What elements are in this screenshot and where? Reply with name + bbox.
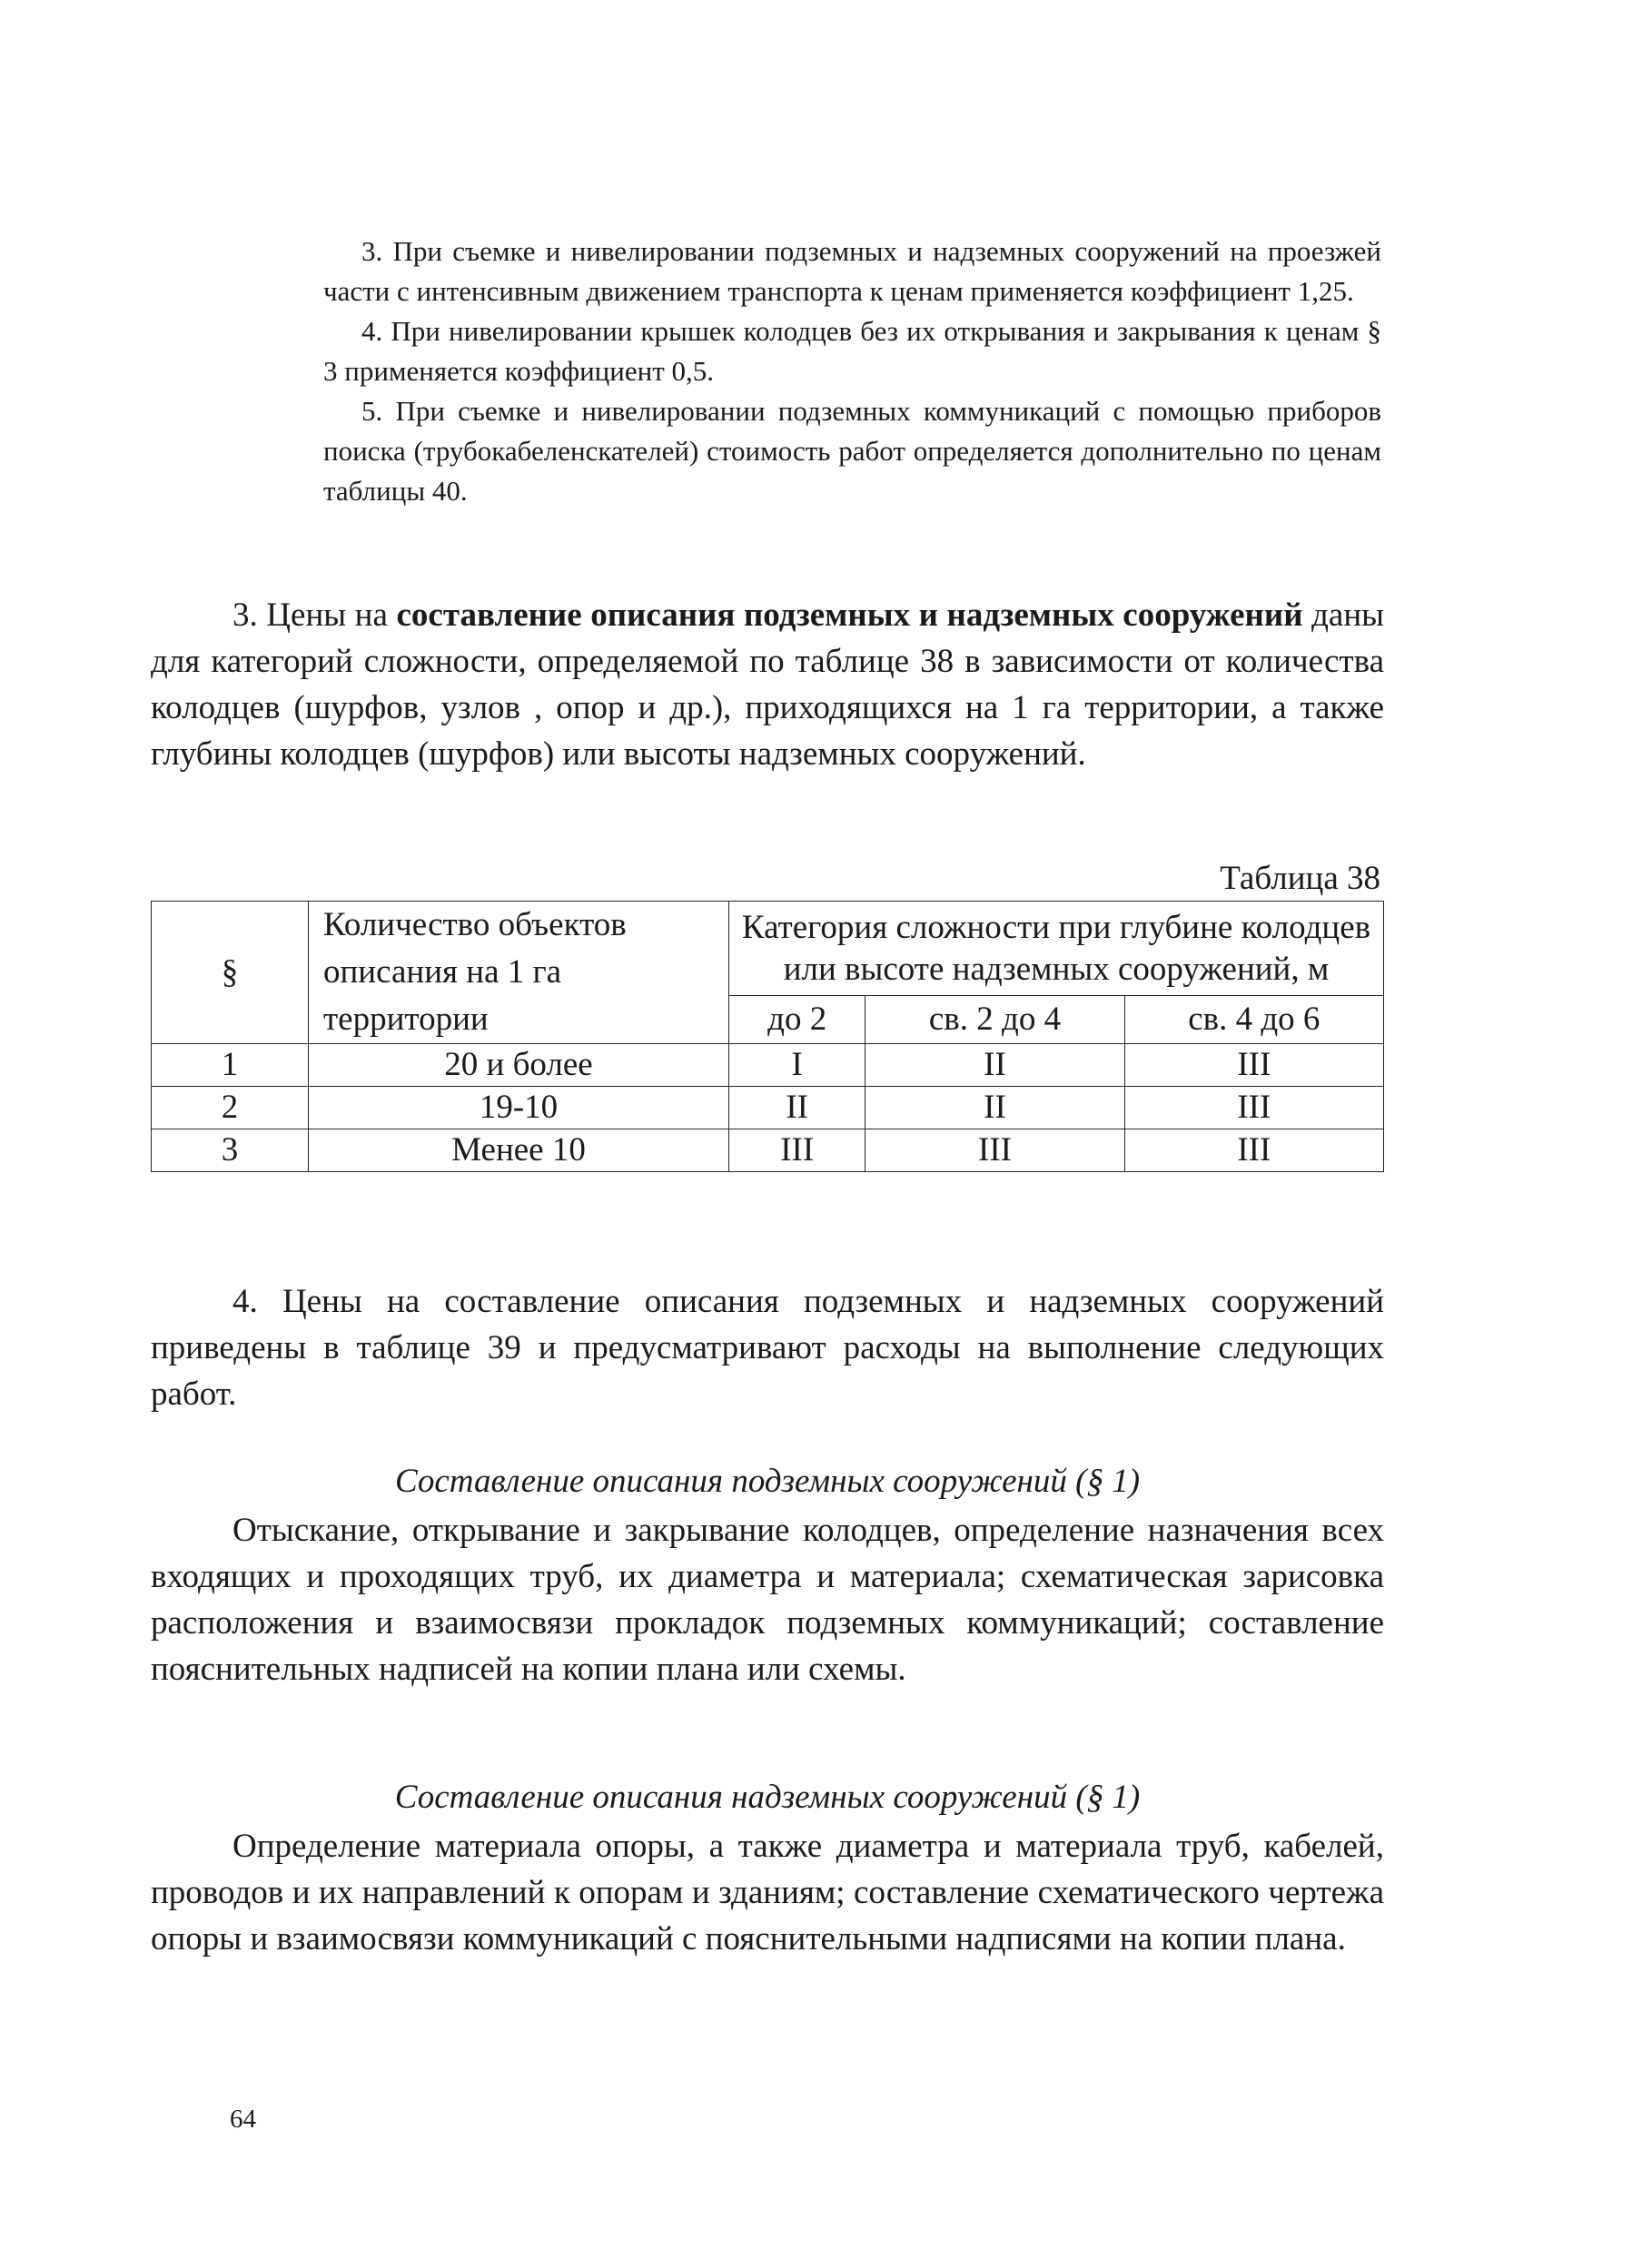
notes-block bbox=[323, 232, 1381, 511]
cell-category: II bbox=[865, 1087, 1124, 1129]
cell-category: I bbox=[729, 1044, 865, 1087]
page-number: 64 bbox=[230, 2105, 256, 2134]
cell-category: II bbox=[865, 1044, 1124, 1087]
cell-quantity: 19-10 bbox=[309, 1087, 729, 1129]
table-row bbox=[152, 1129, 1384, 1172]
cell-category: III bbox=[1124, 1044, 1383, 1087]
header-section: § bbox=[152, 902, 309, 1044]
cell-category: III bbox=[1124, 1087, 1383, 1129]
cell-quantity: Менее 10 bbox=[309, 1129, 729, 1172]
section-heading-aboveground: Составление описания надземных сооружений (§ 1) bbox=[394, 1779, 1141, 1816]
cell-category: II bbox=[729, 1087, 865, 1129]
section-text-aboveground-body: Определение материала опоры, а также диаметра и материала труб, кабелей, проводов и их направлений к опорам и зданиям; составление схематического чертежа опоры и взаимосвязи коммуникаций с пояснительными надписями на копии плана. bbox=[151, 1828, 1384, 1957]
section-text-underground-body: Отыскание, открывание и закрывание колодцев, определение назначения всех входящих и проходящих труб, их диаметра и материала; схематическая зарисовка расположения и взаимосвязи прокладок подземных коммуникаций; составление пояснительных надписей на копии плана или схемы. bbox=[151, 1512, 1384, 1688]
table-caption: Таблица 38 bbox=[1220, 860, 1380, 897]
note-4: 4. При нивелировании крышек колодцев без их открывания и закрывания к ценам § 3 применяется коэффициент 0,5. bbox=[323, 315, 1381, 387]
paragraph-3 bbox=[151, 592, 1384, 777]
subheader-2-to-4: св. 2 до 4 bbox=[865, 996, 1124, 1044]
cell-section: 2 bbox=[152, 1087, 309, 1129]
note-3: 3. При съемке и нивелировании подземных и надземных сооружений на проезжей части с интенсивным движением транспорта к ценам применяется коэффициент 1,25. bbox=[323, 235, 1381, 307]
table-38 bbox=[151, 901, 1384, 1172]
paragraph-4 bbox=[151, 1278, 1384, 1417]
section-text-underground bbox=[151, 1507, 1384, 1692]
paragraph-3-rest: даны для категорий сложности, определяемой по таблице 38 в зависимости от количества колодцев (шурфов, узлов , опор и др.), приходящихся на 1 га территории, а также глубины колодцев (шурфов) или высоты надземных сооружений. bbox=[151, 597, 1384, 773]
paragraph-3-lead: 3. Цены на bbox=[232, 597, 397, 634]
cell-category: III bbox=[865, 1129, 1124, 1172]
section-text-aboveground bbox=[151, 1823, 1384, 1962]
note-5: 5. При съемке и нивелировании подземных коммуникаций с помощью приборов поиска (трубокабеленскателей) стоимость работ определяется дополнительно по ценам таблицы 40. bbox=[323, 395, 1381, 507]
subheader-up-to-2: до 2 bbox=[729, 996, 865, 1044]
paragraph-4-text: 4. Цены на составление описания подземных и надземных сооружений приведены в таблице 39 и предусматривают расходы на выполнение следующих работ. bbox=[151, 1283, 1384, 1413]
subheader-4-to-6: св. 4 до 6 bbox=[1124, 996, 1383, 1044]
paragraph-3-bold: составление описания подземных и надземных сооружений bbox=[396, 597, 1303, 634]
cell-quantity: 20 и более bbox=[309, 1044, 729, 1087]
section-heading-underground: Составление описания подземных сооружений (§ 1) bbox=[394, 1463, 1141, 1500]
cell-section: 1 bbox=[152, 1044, 309, 1087]
table-row bbox=[152, 1044, 1384, 1087]
table-row bbox=[152, 1087, 1384, 1129]
header-category: Категория сложности при глубине колодцев или высоте надземных сооружений, м bbox=[729, 902, 1384, 996]
cell-section: 3 bbox=[152, 1129, 309, 1172]
header-quantity: Количество объектов описания на 1 га территории bbox=[309, 902, 729, 1044]
cell-category: III bbox=[1124, 1129, 1383, 1172]
cell-category: III bbox=[729, 1129, 865, 1172]
